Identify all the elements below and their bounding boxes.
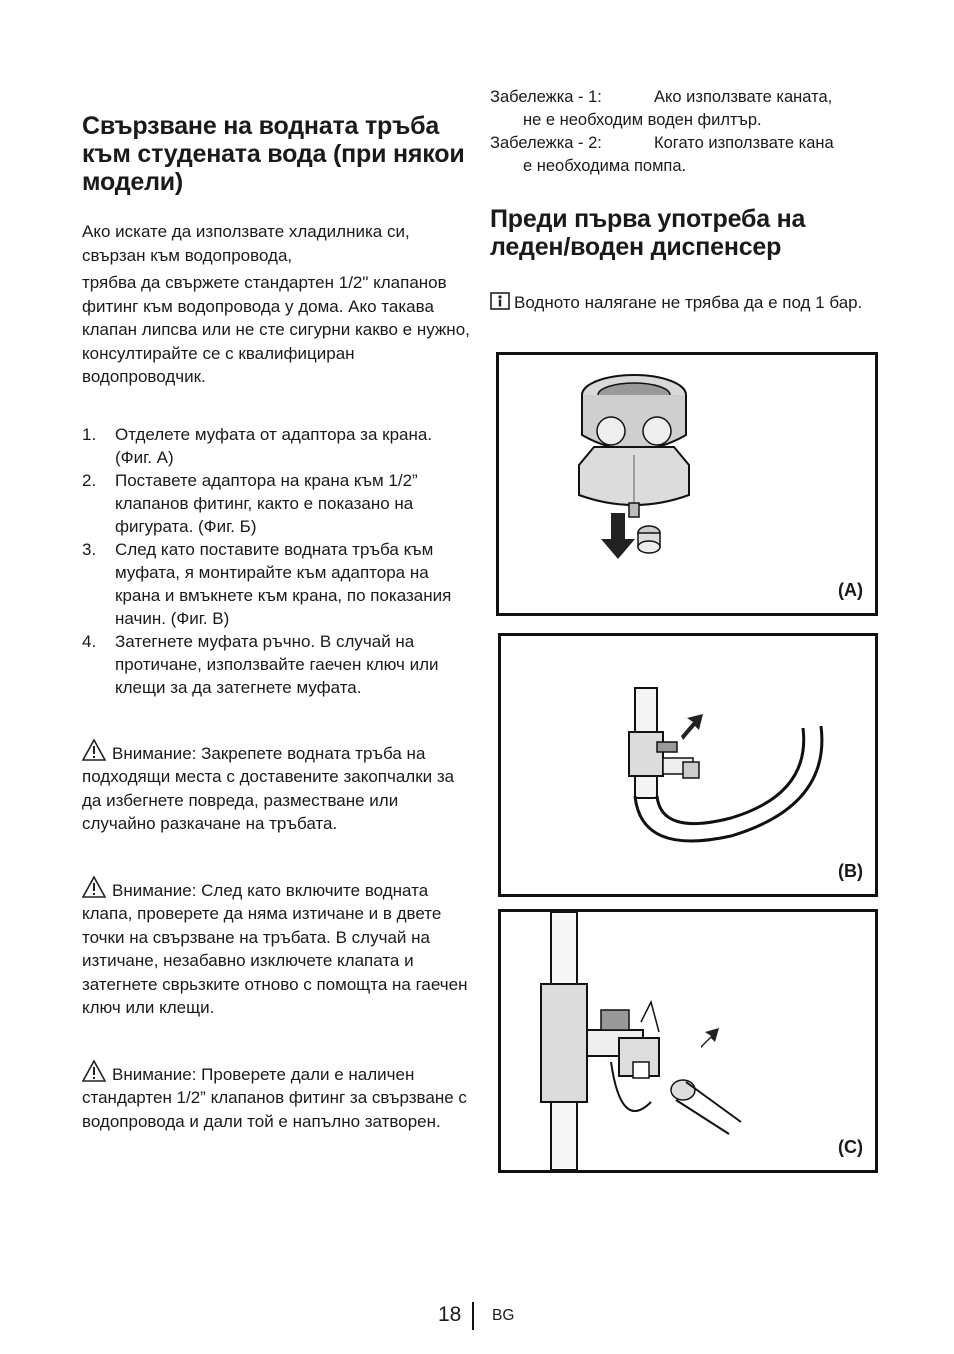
step-text: Затегнете муфата ръчно. В случай на протичане, използвайте гаечен ключ или клещи за да затегнете муфата.: [115, 631, 439, 697]
step-text: След като поставите водната тръба към муфата, я монтирайте към адаптора на крана и вмъкнете към крана, по показания начин. (Фиг. В): [115, 539, 452, 628]
info-icon: [490, 292, 510, 310]
warning-paragraph-2: [82, 876, 472, 1020]
step-number: 1.: [82, 424, 97, 444]
step-number: 3.: [82, 539, 97, 559]
page-number: 18: [438, 1303, 462, 1326]
note-label: Забележка - 2:: [490, 134, 602, 152]
hose-connection-illustration: [501, 912, 875, 1170]
language-code: BG: [492, 1307, 515, 1324]
warning-paragraph-3: [82, 1060, 472, 1134]
page-footer: [0, 1302, 954, 1328]
dispenser-title: Преди първа употреба на леден/воден диспенсер: [490, 205, 806, 261]
info-text: Водното налягане не трябва да е под 1 бар.: [514, 293, 863, 312]
figure-label: (C): [838, 1137, 863, 1157]
warning-paragraph-1: [82, 739, 472, 836]
note-2-continuation: е необходима помпа.: [523, 157, 687, 175]
intro-paragraph-2: трябва да свържете стандартен 1/2" клапанов фитинг към водопровода у дома. Ако такава клапан липсва или не сте сигурни какво е нужно, консултирайте се с квалифициран водопроводчик.: [82, 273, 470, 386]
step-text: Отделете муфата от адаптора за крана. (Фиг. А): [115, 424, 433, 467]
figure-c: [498, 909, 878, 1173]
valve-fitting-illustration: [501, 636, 875, 894]
note-1-continuation: не е необходим воден филтър.: [523, 111, 762, 129]
figure-label: (B): [838, 861, 863, 881]
warning-triangle-icon: [82, 876, 106, 898]
note-2: [490, 132, 880, 155]
list-item: [82, 630, 472, 699]
list-item: [82, 423, 472, 469]
figure-a: [496, 352, 878, 616]
right-column: [490, 86, 880, 315]
step-text: Поставете адаптора на крана към 1/2” клапанов фитинг, както е показано на фигурата. (Фиг. Б): [115, 470, 418, 536]
list-item: [82, 469, 472, 538]
left-column: [82, 112, 472, 1133]
step-number: 2.: [82, 470, 97, 490]
step-number: 4.: [82, 631, 97, 651]
warning-text: Внимание: Проверете дали е наличен стандартен 1/2” клапанов фитинг за свързване с водопровода и дали той е напълно затворен.: [82, 1064, 467, 1131]
note-text: Когато използвате кана: [654, 134, 834, 152]
note-label: Забележка - 1:: [490, 88, 602, 106]
installation-steps: [82, 423, 472, 699]
figure-b: [498, 633, 878, 897]
intro-paragraph-1: Ако искате да използвате хладилника си, свързан към водопровода,: [82, 222, 410, 265]
section-title: Свързване на водната тръба към студената вода (при някои модели): [82, 112, 465, 196]
figure-label: (A): [838, 580, 863, 600]
faucet-adapter-illustration: [499, 355, 875, 613]
warning-triangle-icon: [82, 739, 106, 761]
warning-text: Внимание: След като включите водната клапа, проверете да няма изтичане и в двете точки на свързване на тръбата. В случай на изтичане, незабавно изключете клапата и затегнете сврьзките отново с помощта на гаечен ключ или клещи.: [82, 880, 468, 1017]
info-paragraph: [490, 291, 880, 315]
warning-triangle-icon: [82, 1060, 106, 1082]
list-item: [82, 538, 472, 630]
warning-text: Внимание: Закрепете водната тръба на подходящи места с доставените закопчалки за да избегнете повреда, разместване или случайно разкачане на тръбата.: [82, 743, 455, 833]
footer-divider: [472, 1302, 474, 1330]
note-1: [490, 86, 880, 109]
note-text: Ако използвате каната,: [654, 88, 833, 106]
